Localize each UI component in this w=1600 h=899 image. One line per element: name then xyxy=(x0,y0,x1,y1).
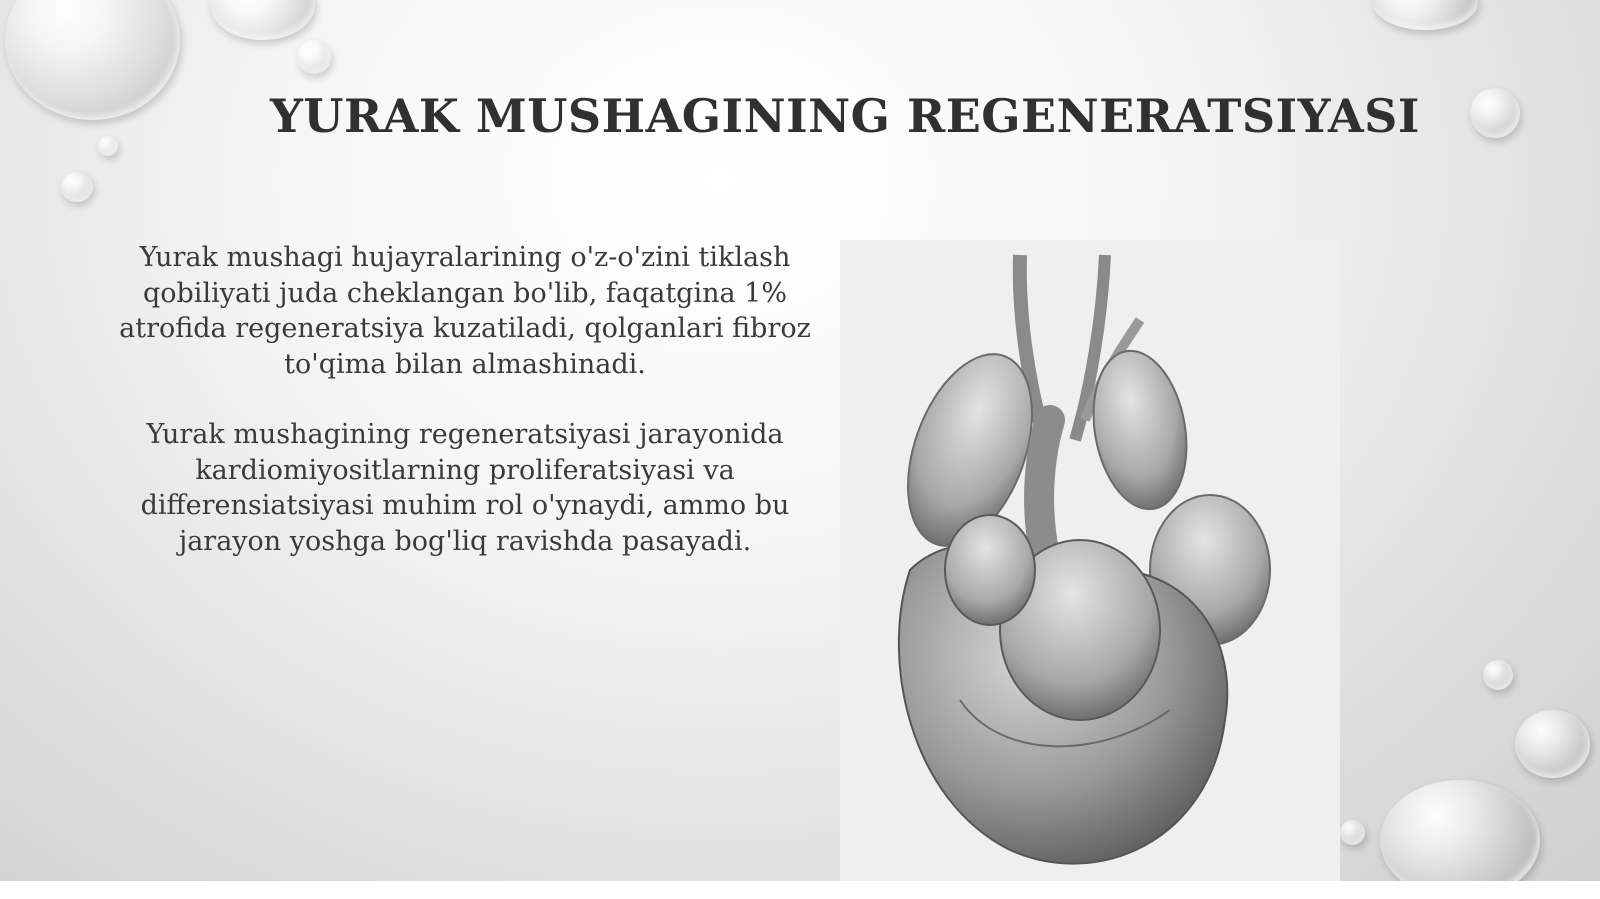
droplet-decoration xyxy=(1515,710,1590,778)
slide-title: YURAK MUSHAGINING REGENERATSIYASI xyxy=(270,88,1420,143)
droplet-decoration xyxy=(1470,88,1520,138)
droplet-decoration xyxy=(1340,820,1365,845)
droplet-decoration xyxy=(5,0,180,120)
droplet-decoration xyxy=(210,0,315,40)
heart-anatomy-illustration xyxy=(840,240,1340,881)
droplet-decoration xyxy=(1483,660,1513,690)
paragraph-2: Yurak mushagining regeneratsiyasi jarayonida kardiomiyositlarning proliferatsiyasi va differensiatsiyasi muhim rol o'ynaydi, ammo bu jarayon yoshga bog'liq ravishda pasayadi. xyxy=(140,419,790,557)
droplet-decoration xyxy=(1373,0,1478,30)
heart-drawing xyxy=(840,240,1340,881)
paragraph-1: Yurak mushagi hujayralarining o'z-o'zini tiklash qobiliyati juda cheklangan bo'lib, faqatgina 1% atrofida regeneratsiya kuzatiladi, qolganlari fibroz to'qima bilan almashinadi. xyxy=(119,242,811,380)
body-text xyxy=(110,240,820,594)
droplet-decoration xyxy=(61,172,93,202)
bottom-strip xyxy=(0,881,1600,899)
droplet-decoration xyxy=(297,40,331,74)
droplet-decoration xyxy=(98,136,118,156)
